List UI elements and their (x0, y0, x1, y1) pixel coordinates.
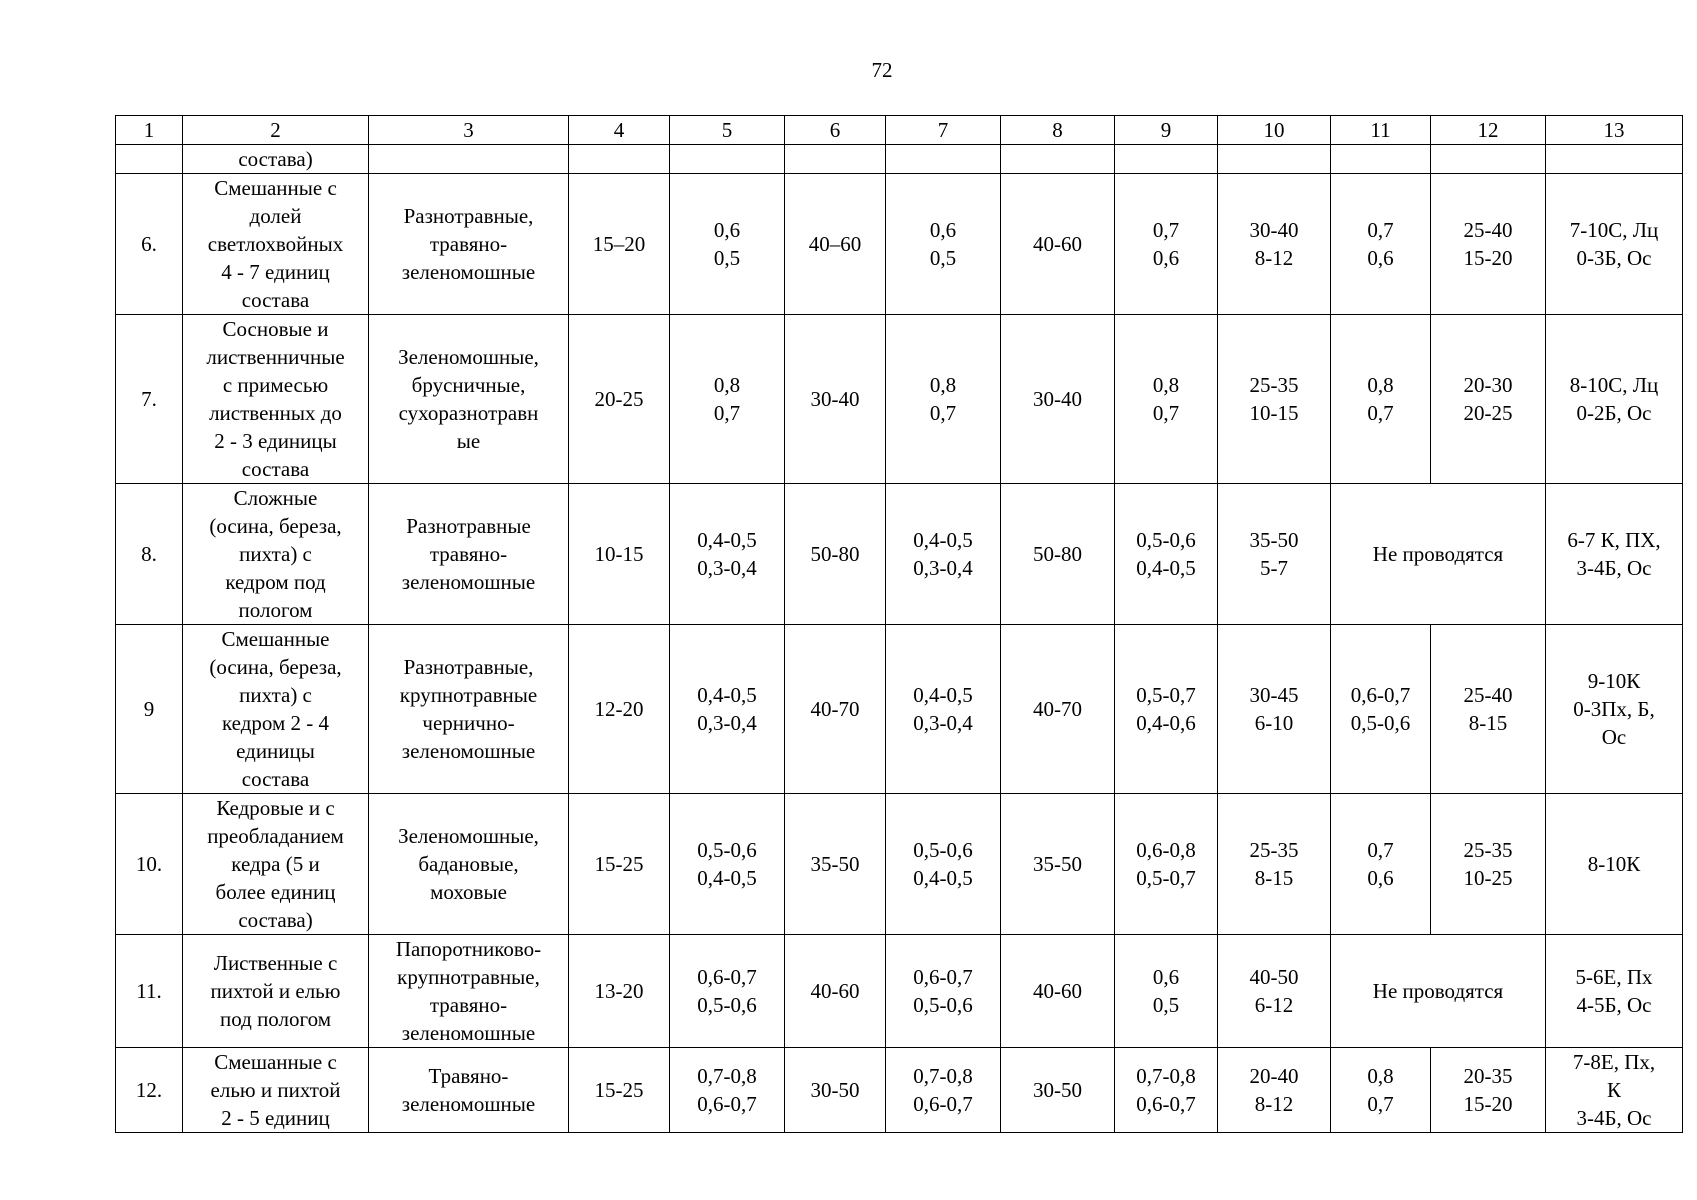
table-cell: 40-70 (785, 625, 886, 794)
table-cell: 0,5-0,6 0,4-0,5 (886, 794, 1001, 935)
table-cell: 30-40 (1001, 315, 1115, 484)
not-performed-cell: Не проводятся (1331, 484, 1546, 625)
column-number-cell: 1 (116, 116, 183, 145)
continuation-text: состава) (183, 145, 369, 174)
forest-type-cell: Сосновые и лиственничные с примесью лиственных до 2 - 3 единицы состава (183, 315, 369, 484)
not-performed-cell: Не проводятся (1331, 935, 1546, 1048)
column-number-cell: 8 (1001, 116, 1115, 145)
table-cell: 30-40 (785, 315, 886, 484)
column-number-cell: 10 (1218, 116, 1331, 145)
table-cell: 40-60 (1001, 174, 1115, 315)
composition-cell: 8-10К (1546, 794, 1683, 935)
table-cell (1218, 145, 1331, 174)
column-number-cell: 3 (369, 116, 569, 145)
column-number-cell: 9 (1115, 116, 1218, 145)
table-cell: 50-80 (785, 484, 886, 625)
table-row (116, 1048, 1683, 1133)
composition-cell: 8-10С, Лц 0-2Б, Ос (1546, 315, 1683, 484)
table-cell: 0,8 0,7 (1115, 315, 1218, 484)
table-cell: 0,6-0,7 0,5-0,6 (670, 935, 785, 1048)
table-cell: 0,6-0,8 0,5-0,7 (1115, 794, 1218, 935)
table-cell (369, 145, 569, 174)
table-cell: 0,5-0,7 0,4-0,6 (1115, 625, 1218, 794)
forest-thinning-table (115, 115, 1683, 1133)
table-cell: 0,6-0,7 0,5-0,6 (1331, 625, 1431, 794)
row-number-cell: 12. (116, 1048, 183, 1133)
table-cell: 25-40 8-15 (1431, 625, 1546, 794)
table-cell: 0,6 0,5 (1115, 935, 1218, 1048)
table-cell: 15–20 (569, 174, 670, 315)
forest-type-cell: Смешанные с елью и пихтой 2 - 5 единиц (183, 1048, 369, 1133)
table-cell: 0,4-0,5 0,3-0,4 (886, 484, 1001, 625)
table-cell: 35-50 5-7 (1218, 484, 1331, 625)
composition-cell: 7-8Е, Пх, К 3-4Б, Ос (1546, 1048, 1683, 1133)
row-number-cell: 11. (116, 935, 183, 1048)
table-cell: 0,4-0,5 0,3-0,4 (670, 625, 785, 794)
table-cell: 50-80 (1001, 484, 1115, 625)
table-cell: 30-45 6-10 (1218, 625, 1331, 794)
table-cell: 0,6 0,5 (886, 174, 1001, 315)
table-cell: 40–60 (785, 174, 886, 315)
table-cell: 0,5-0,6 0,4-0,5 (1115, 484, 1218, 625)
table-cell: 35-50 (1001, 794, 1115, 935)
table-cell (1431, 145, 1546, 174)
table-cell (785, 145, 886, 174)
table-cell: 0,5-0,6 0,4-0,5 (670, 794, 785, 935)
table-cell: 15-25 (569, 1048, 670, 1133)
table-row (116, 315, 1683, 484)
table-row (116, 935, 1683, 1048)
forest-type-cell: Смешанные (осина, береза, пихта) с кедром 2 - 4 единицы состава (183, 625, 369, 794)
table-cell: 0,7 0,6 (1115, 174, 1218, 315)
table-cell: 13-20 (569, 935, 670, 1048)
table-cell: 0,7-0,8 0,6-0,7 (670, 1048, 785, 1133)
row-number-cell: 7. (116, 315, 183, 484)
table-cell: 0,8 0,7 (1331, 315, 1431, 484)
forest-group-cell: Разнотравные, крупнотравные чернично- зеленомошные (369, 625, 569, 794)
table-cell (1115, 145, 1218, 174)
row-number-cell: 10. (116, 794, 183, 935)
column-number-cell: 6 (785, 116, 886, 145)
table-cell (886, 145, 1001, 174)
column-number-cell: 7 (886, 116, 1001, 145)
table-cell: 20-40 8-12 (1218, 1048, 1331, 1133)
continuation-row (116, 145, 1683, 174)
forest-group-cell: Разнотравные травяно- зеленомошные (369, 484, 569, 625)
column-number-cell: 11 (1331, 116, 1431, 145)
forest-type-cell: Сложные (осина, береза, пихта) с кедром под пологом (183, 484, 369, 625)
table-cell: 25-35 8-15 (1218, 794, 1331, 935)
composition-cell: 7-10С, Лц 0-3Б, Ос (1546, 174, 1683, 315)
table-cell (569, 145, 670, 174)
forest-group-cell: Зеленомошные, брусничные, сухоразнотравн ые (369, 315, 569, 484)
table-cell: 40-70 (1001, 625, 1115, 794)
composition-cell: 6-7 К, ПХ, 3-4Б, Ос (1546, 484, 1683, 625)
table-cell: 10-15 (569, 484, 670, 625)
column-number-cell: 5 (670, 116, 785, 145)
composition-cell: 5-6Е, Пх 4-5Б, Ос (1546, 935, 1683, 1048)
table-cell: 20-25 (569, 315, 670, 484)
table-cell: 40-60 (1001, 935, 1115, 1048)
table-cell: 0,4-0,5 0,3-0,4 (670, 484, 785, 625)
table-cell: 30-50 (785, 1048, 886, 1133)
column-number-cell: 4 (569, 116, 670, 145)
table-cell (1546, 145, 1683, 174)
forest-group-cell: Травяно- зеленомошные (369, 1048, 569, 1133)
table-cell: 40-50 6-12 (1218, 935, 1331, 1048)
table-cell: 0,6-0,7 0,5-0,6 (886, 935, 1001, 1048)
table-row (116, 794, 1683, 935)
table-cell: 35-50 (785, 794, 886, 935)
table-cell: 0,8 0,7 (670, 315, 785, 484)
composition-cell: 9-10К 0-3Пх, Б, Ос (1546, 625, 1683, 794)
table-cell (670, 145, 785, 174)
table-cell: 25-35 10-15 (1218, 315, 1331, 484)
row-number-cell: 9 (116, 625, 183, 794)
table-cell: 0,8 0,7 (886, 315, 1001, 484)
forest-group-cell: Папоротниково- крупнотравные, травяно- зеленомошные (369, 935, 569, 1048)
table-cell: 25-40 15-20 (1431, 174, 1546, 315)
row-number-cell: 8. (116, 484, 183, 625)
table-cell: 15-25 (569, 794, 670, 935)
table-cell: 0,7-0,8 0,6-0,7 (1115, 1048, 1218, 1133)
table-cell: 12-20 (569, 625, 670, 794)
table-cell: 0,6 0,5 (670, 174, 785, 315)
column-number-cell: 2 (183, 116, 369, 145)
forest-type-cell: Смешанные с долей светлохвойных 4 - 7 единиц состава (183, 174, 369, 315)
table-cell: 25-35 10-25 (1431, 794, 1546, 935)
table-cell: 30-50 (1001, 1048, 1115, 1133)
table-cell (1001, 145, 1115, 174)
table-row (116, 625, 1683, 794)
column-number-cell: 13 (1546, 116, 1683, 145)
table-cell (116, 145, 183, 174)
forest-type-cell: Лиственные с пихтой и елью под пологом (183, 935, 369, 1048)
forest-type-cell: Кедровые и с преобладанием кедра (5 и более единиц состава) (183, 794, 369, 935)
table-cell: 20-35 15-20 (1431, 1048, 1546, 1133)
table-cell: 0,7 0,6 (1331, 174, 1431, 315)
page-number: 72 (871, 58, 893, 82)
table-cell: 30-40 8-12 (1218, 174, 1331, 315)
table-cell: 0,7-0,8 0,6-0,7 (886, 1048, 1001, 1133)
table-cell: 0,4-0,5 0,3-0,4 (886, 625, 1001, 794)
column-number-cell: 12 (1431, 116, 1546, 145)
table-cell: 0,7 0,6 (1331, 794, 1431, 935)
table-cell: 20-30 20-25 (1431, 315, 1546, 484)
column-number-row (116, 116, 1683, 145)
table-cell (1331, 145, 1431, 174)
forest-group-cell: Разнотравные, травяно- зеленомошные (369, 174, 569, 315)
table-cell: 40-60 (785, 935, 886, 1048)
table-cell: 0,8 0,7 (1331, 1048, 1431, 1133)
table-row (116, 484, 1683, 625)
table-row (116, 174, 1683, 315)
row-number-cell: 6. (116, 174, 183, 315)
forest-group-cell: Зеленомошные, бадановые, моховые (369, 794, 569, 935)
